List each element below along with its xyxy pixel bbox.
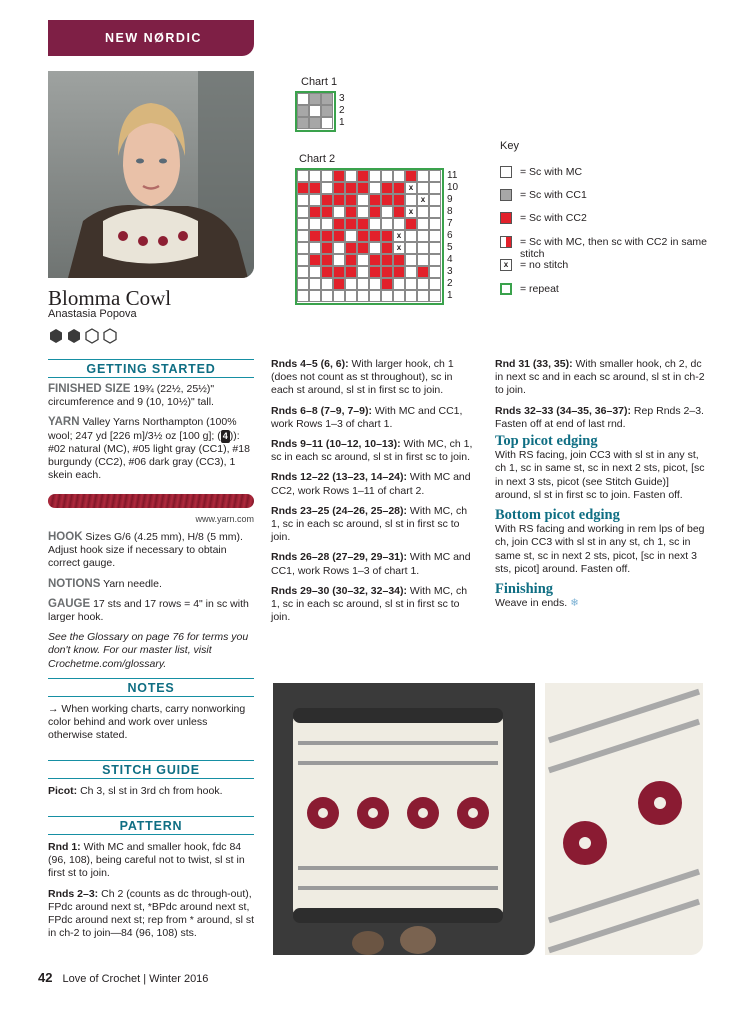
yarn-weight-icon: 4 [221, 430, 230, 443]
chart-row-number: 7 [447, 218, 453, 229]
top-picot-heading: Top picot edging [495, 433, 598, 450]
notions-text: Yarn needle. [100, 577, 162, 590]
round-label: Rnds 32–33 (34–35, 36–37): [495, 404, 632, 417]
round-text: With smaller hook, ch 2, dc in next sc and in each sc around, sl st in ch-2 to join. [495, 358, 705, 397]
picot-text: Ch 3, sl st in 3rd ch from hook. [77, 785, 223, 797]
stitch-guide-heading: STITCH GUIDE [48, 760, 254, 779]
chart-cell: x [405, 206, 417, 218]
round-label: Rnd 31 (33, 35): [495, 358, 573, 370]
round-text: With MC, ch 1, sc in each sc around, sl st in first sc to join. [271, 504, 468, 544]
arrow-icon: → [48, 703, 59, 715]
chart-cell: x [405, 182, 417, 194]
key-item-label: = Sc with MC [520, 166, 583, 178]
chart-row-number: 1 [339, 117, 345, 128]
chart2-label: Chart 2 [299, 153, 336, 165]
chart-row-number: 3 [339, 93, 345, 104]
notes-text: When working charts, carry nonworking color behind and work over unless otherwise stated. [48, 703, 246, 742]
key-title: Key [500, 140, 519, 152]
gauge-label: GAUGE [48, 597, 91, 610]
round-label: Rnds 9–11 (10–12, 10–13): [271, 438, 401, 451]
skill-hexagon-filled-icon [68, 329, 80, 343]
chart1-grid [297, 93, 345, 133]
page-footer [38, 970, 208, 985]
chart2-grid [297, 170, 467, 310]
cowl-photo [273, 683, 535, 955]
chart-cell: x [393, 242, 405, 254]
glossary-note: See the Glossary on page 76 for terms you don't know. For our master list, visit Crochetme.com/glossary. [48, 631, 249, 670]
chart-row-number: 2 [339, 105, 345, 116]
cowl-detail-photo [545, 683, 703, 955]
page-number: 42 [38, 970, 53, 985]
yarn-label: YARN [48, 416, 80, 429]
issue-name: Winter 2016 [149, 973, 209, 985]
chart-row-number: 5 [447, 242, 453, 253]
round-text: With larger hook, ch 1 (does not count as st throughout), sc in each st around, sl st in first sc to join. [271, 358, 454, 397]
key-item-label: = repeat [520, 283, 559, 295]
skill-hexagon-empty-icon [104, 329, 116, 343]
key-swatch-repeat [500, 283, 512, 295]
key-swatch-cc1 [500, 189, 512, 201]
chart-cell: x [393, 230, 405, 242]
finished-size-text: 19¾ (22½, 25½)" circumference and 9 (10, 10½)" tall. [48, 383, 215, 409]
round-label: Rnds 26–28 (27–29, 29–31): [271, 551, 408, 564]
key-swatch-cc2 [500, 212, 512, 224]
key-swatch-mc [500, 166, 512, 178]
cowl-detail-illustration [545, 683, 703, 955]
pattern-block-col2 [271, 358, 477, 631]
chart-row-number: 11 [447, 170, 458, 181]
getting-started-heading: GETTING STARTED [48, 359, 254, 378]
skill-hexagon-filled-icon [50, 329, 62, 343]
chart-row-number: 6 [447, 230, 453, 241]
finishing-text: Weave in ends. [495, 597, 568, 610]
chart-row-number: 4 [447, 254, 453, 265]
stitch-guide-block [48, 785, 254, 805]
key-symbol-no-stitch: x [500, 259, 512, 271]
getting-started-block [48, 383, 254, 489]
key-item-label: = no stitch [520, 259, 569, 271]
round-label: Rnds 4–5 (6, 6): [271, 358, 349, 370]
notes-heading: NOTES [48, 678, 254, 697]
yarn-text: Valley Yarns Northampton (100% wool; 247 yd [226 m]/3½ oz [100 g]; ( [48, 416, 237, 442]
chart-repeat-outline [295, 168, 444, 305]
cowl-photo-illustration [273, 683, 535, 955]
pattern-block-col1 [48, 841, 254, 947]
round-label: Rnds 6–8 (7–9, 7–9): [271, 404, 372, 417]
bottom-picot-text: With RS facing and working in rem lps of beg ch, join CC3 with sl st in any st, ch 1, sc in same st, sc in next 2 sts, picot, [sc in next 3 sts, picot] around. Fasten off. [495, 523, 705, 575]
gauge-text: 17 sts and 17 rows = 4" in sc with larger hook. [48, 597, 249, 624]
key-item-label: = Sc with MC, then sc with CC2 in same stitch [520, 236, 708, 260]
snowflake-icon: ❄ [570, 597, 579, 610]
round-text: With MC and CC1, work Rows 1–3 of chart 1. [271, 404, 463, 430]
hook-text: Sizes G/6 (4.25 mm), H/8 (5 mm). Adjust hook size if necessary to obtain correct gauge. [48, 531, 243, 570]
finishing-heading: Finishing [495, 581, 554, 598]
pattern-author: Anastasia Popova [48, 308, 137, 320]
model-photo [48, 71, 254, 278]
footer-separator: | [143, 973, 147, 985]
chart-row-number: 10 [447, 182, 459, 193]
key-swatch-mc-cc2 [500, 236, 512, 248]
yarn-url: www.yarn.com [195, 514, 254, 524]
round-text: With MC and CC2, work Rows 1–11 of chart 2. [271, 471, 471, 497]
notes-block [48, 703, 254, 750]
model-photo-illustration [48, 71, 254, 278]
section-tab: NEW NØRDIC [48, 20, 254, 56]
getting-started-block-2 [48, 531, 254, 678]
yarn-strand-image [48, 494, 254, 508]
round-label: Rnds 12–22 (13–23, 14–24): [271, 471, 408, 484]
top-picot-text: With RS facing, join CC3 with sl st in any st, ch 1, sc in same st, sc in next 2 sts, picot, [sc in next 3 sts, picot (see Stitch Guide)] around, sl st in first sc to join. Fasten off. [495, 449, 705, 501]
round-text: With MC and CC1, work Rows 1–3 of chart 1. [271, 551, 471, 577]
round-text: Rep Rnds 2–3. Fasten off at end of last rnd. [495, 404, 704, 430]
pattern-block-col3 [495, 358, 705, 617]
skill-hexagon-empty-icon [86, 329, 98, 343]
chart-repeat-outline [295, 91, 336, 132]
round-label: Rnds 29–30 (30–32, 32–34): [271, 584, 408, 597]
picot-label: Picot: [48, 785, 78, 797]
round-text: Ch 2 (counts as dc through-out), FPdc around next st, *BPdc around next st, FPdc around next st; rep from * around, sl st in ch-2 to join—84 (96, 108) sts. [48, 887, 255, 940]
pattern-heading: PATTERN [48, 816, 254, 835]
skill-level-icons [48, 328, 128, 344]
chart-row-number: 9 [447, 194, 453, 205]
chart-row-number: 3 [447, 266, 453, 277]
round-text: With MC, ch 1, sc in each sc around, sl st in first sc to join. [271, 584, 468, 624]
chart-row-number: 8 [447, 206, 453, 217]
round-text: With MC, ch 1, sc in each sc around, sl st in first sc to join. [271, 438, 473, 464]
round-label: Rnds 2–3: [48, 887, 99, 900]
finished-size-label: FINISHED SIZE [48, 383, 131, 395]
round-text: With MC and smaller hook, fdc 84 (96, 108), being careful not to twist, sl st in first st to join. [48, 841, 245, 880]
yarn-text-continued: )): #02 natural (MC), #05 light gray (CC1), #18 burgundy (CC2), #06 dark gray (CC3), 1 skein each. [48, 429, 250, 482]
round-label: Rnd 1: [48, 841, 81, 853]
key-item-label: = Sc with CC1 [520, 189, 587, 201]
notions-label: NOTIONS [48, 577, 101, 590]
chart1-label: Chart 1 [301, 76, 338, 88]
round-label: Rnds 23–25 (24–26, 25–28): [271, 504, 408, 517]
pattern-title: Blomma Cowl [48, 286, 172, 310]
chart-row-number: 2 [447, 278, 453, 289]
hook-label: HOOK [48, 531, 83, 543]
chart-row-number: 1 [447, 290, 453, 301]
chart-cell: x [417, 194, 429, 206]
key-item-label: = Sc with CC2 [520, 212, 587, 224]
bottom-picot-heading: Bottom picot edging [495, 507, 620, 524]
magazine-name: Love of Crochet [62, 973, 141, 985]
